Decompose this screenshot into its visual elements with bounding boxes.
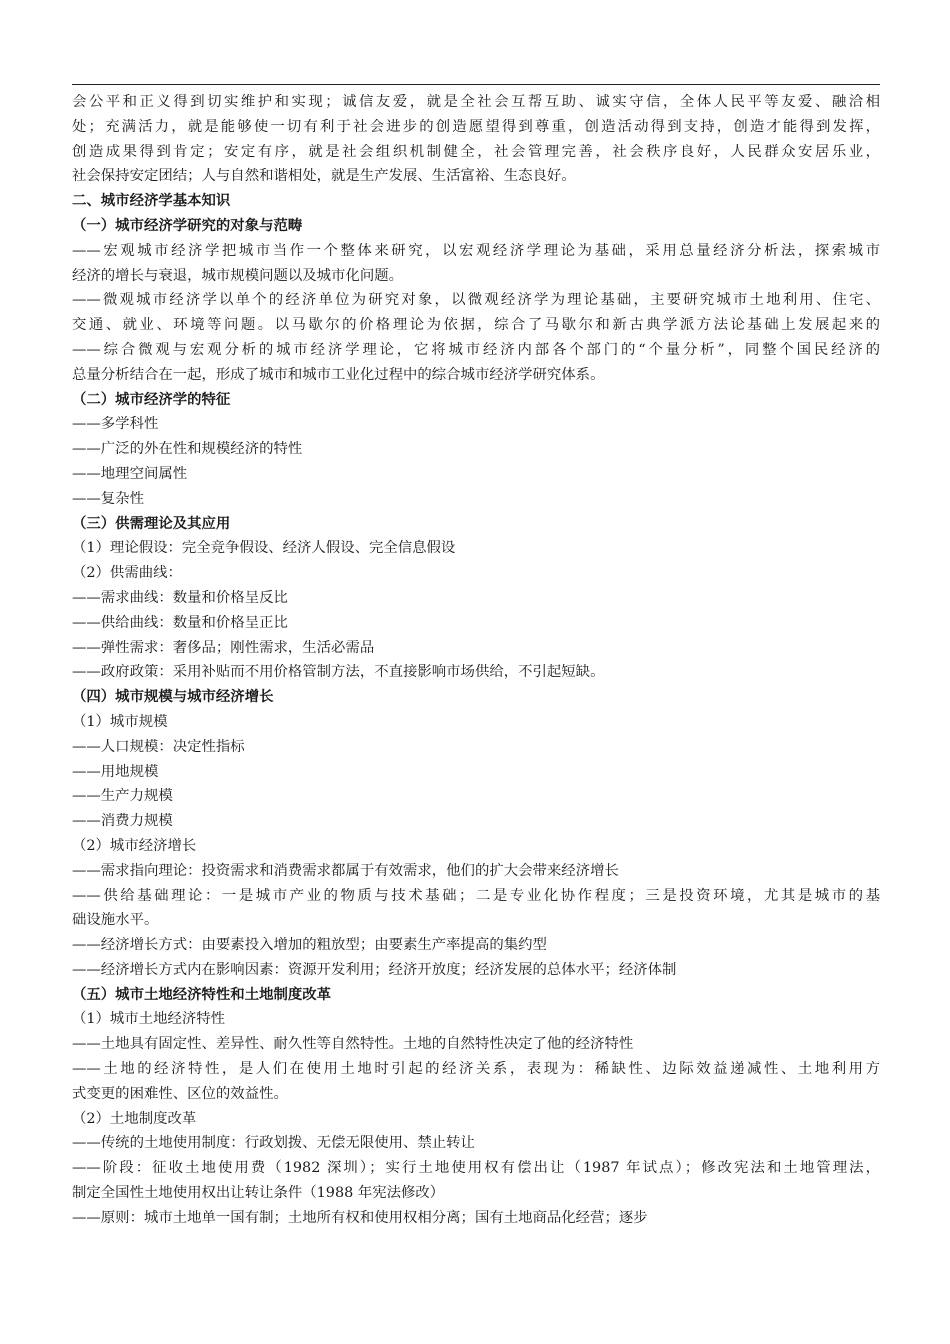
text-line: ——复杂性 [72,490,144,507]
text-line: 会公平和正义得到切实维护和实现；诚信友爱，就是全社会互帮互助、诚实守信，全体人民平等友爱、融洽相 [72,94,880,110]
text-line: ——需求指向理论：投资需求和消费需求都属于有效需求，他们的扩大会带来经济增长 [72,862,619,879]
text-line: 式变更的困难性、区位的效益性。 [72,1085,288,1102]
section-heading: （四）城市规模与城市经济增长 [72,689,274,706]
document-body [72,90,880,1231]
section-heading: （一）城市经济学研究的对象与范畴 [72,217,303,234]
text-line: ——传统的土地使用制度：行政划拨、无偿无限使用、禁止转让 [72,1135,475,1152]
text-line: （1）城市规模 [72,713,168,730]
text-line: 社会保持安定团结；人与自然和谐相处，就是生产发展、生活富裕、生态良好。 [72,168,576,185]
text-line: ——经济增长方式内在影响因素：资源开发利用；经济开放度；经济发展的总体水平；经济体制 [72,961,677,978]
section-heading: （三）供需理论及其应用 [72,515,231,532]
text-line: （2）供需曲线： [72,565,182,582]
text-line: ——阶段：征收土地使用费（1982 深圳）；实行土地使用权有偿出让（1987 年试点）；修改宪法和土地管理法， [72,1160,880,1177]
text-line: ——地理空间属性 [72,465,188,482]
text-line: （2）土地制度改革 [72,1110,197,1127]
text-line: ——土地具有固定性、差异性、耐久性等自然特性。土地的自然特性决定了他的经济特性 [72,1036,634,1053]
text-line: ——供给曲线：数量和价格呈正比 [72,614,288,631]
text-line: ——综合微观与宏观分析的城市经济学理论，它将城市经济内部各个部门的“个量分析”，同整个国民经济的 [72,341,880,358]
text-line: 经济的增长与衰退，城市规模问题以及城市化问题。 [72,267,403,284]
section-heading: 二、城市经济学基本知识 [72,193,231,210]
section-heading: （二）城市经济学的特征 [72,391,231,408]
text-line: ——宏观城市经济学把城市当作一个整体来研究，以宏观经济学理论为基础，采用总量经济分析法，探索城市 [72,242,880,259]
text-line: ——用地规模 [72,763,159,780]
text-line: （2）城市经济增长 [72,837,197,854]
section-heading: （五）城市土地经济特性和土地制度改革 [72,986,332,1003]
text-line: ——经济增长方式：由要素投入增加的粗放型；由要素生产率提高的集约型 [72,937,547,954]
text-line: （1）城市土地经济特性 [72,1011,226,1028]
document-page [72,84,880,1231]
text-line: ——政府政策：采用补贴而不用价格管制方法，不直接影响市场供给，不引起短缺。 [72,664,605,681]
text-line: 制定全国性土地使用权出让转让条件（1988 年宪法修改） [72,1185,445,1202]
text-line: 处；充满活力，就是能够使一切有利于社会进步的创造愿望得到尊重，创造活动得到支持，创造才能得到发挥， [72,118,880,135]
header-rule [72,84,880,85]
text-line: 础设施水平。 [72,912,159,929]
text-line: ——生产力规模 [72,788,173,805]
text-line: （1）理论假设：完全竞争假设、经济人假设、完全信息假设 [72,540,456,557]
text-line: ——土地的经济特性，是人们在使用土地时引起的经济关系，表现为：稀缺性、边际效益递减性、土地利用方 [72,1061,880,1078]
text-line: 创造成果得到肯定；安定有序，就是社会组织机制健全，社会管理完善，社会秩序良好，人民群众安居乐业， [72,143,880,160]
text-line: ——人口规模：决定性指标 [72,738,245,755]
text-line: ——多学科性 [72,416,159,433]
text-line: ——消费力规模 [72,813,173,830]
text-line: 交通、就业、环境等问题。以马歇尔的价格理论为依据，综合了马歇尔和新古典学派方法论基础上发展起来的 [72,317,880,334]
text-line: ——广泛的外在性和规模经济的特性 [72,441,303,458]
text-line: 总量分析结合在一起，形成了城市和城市工业化过程中的综合城市经济学研究体系。 [72,366,605,383]
text-line: ——需求曲线：数量和价格呈反比 [72,589,288,606]
text-line: ——原则：城市土地单一国有制；土地所有权和使用权相分离；国有土地商品化经营；逐步 [72,1209,648,1226]
text-line: ——供给基础理论：一是城市产业的物质与技术基础；二是专业化协作程度；三是投资环境，尤其是城市的基 [72,887,880,904]
text-line: ——微观城市经济学以单个的经济单位为研究对象，以微观经济学为理论基础，主要研究城市土地利用、住宅、 [72,292,880,309]
text-line: ——弹性需求：奢侈品；刚性需求，生活必需品 [72,639,375,656]
